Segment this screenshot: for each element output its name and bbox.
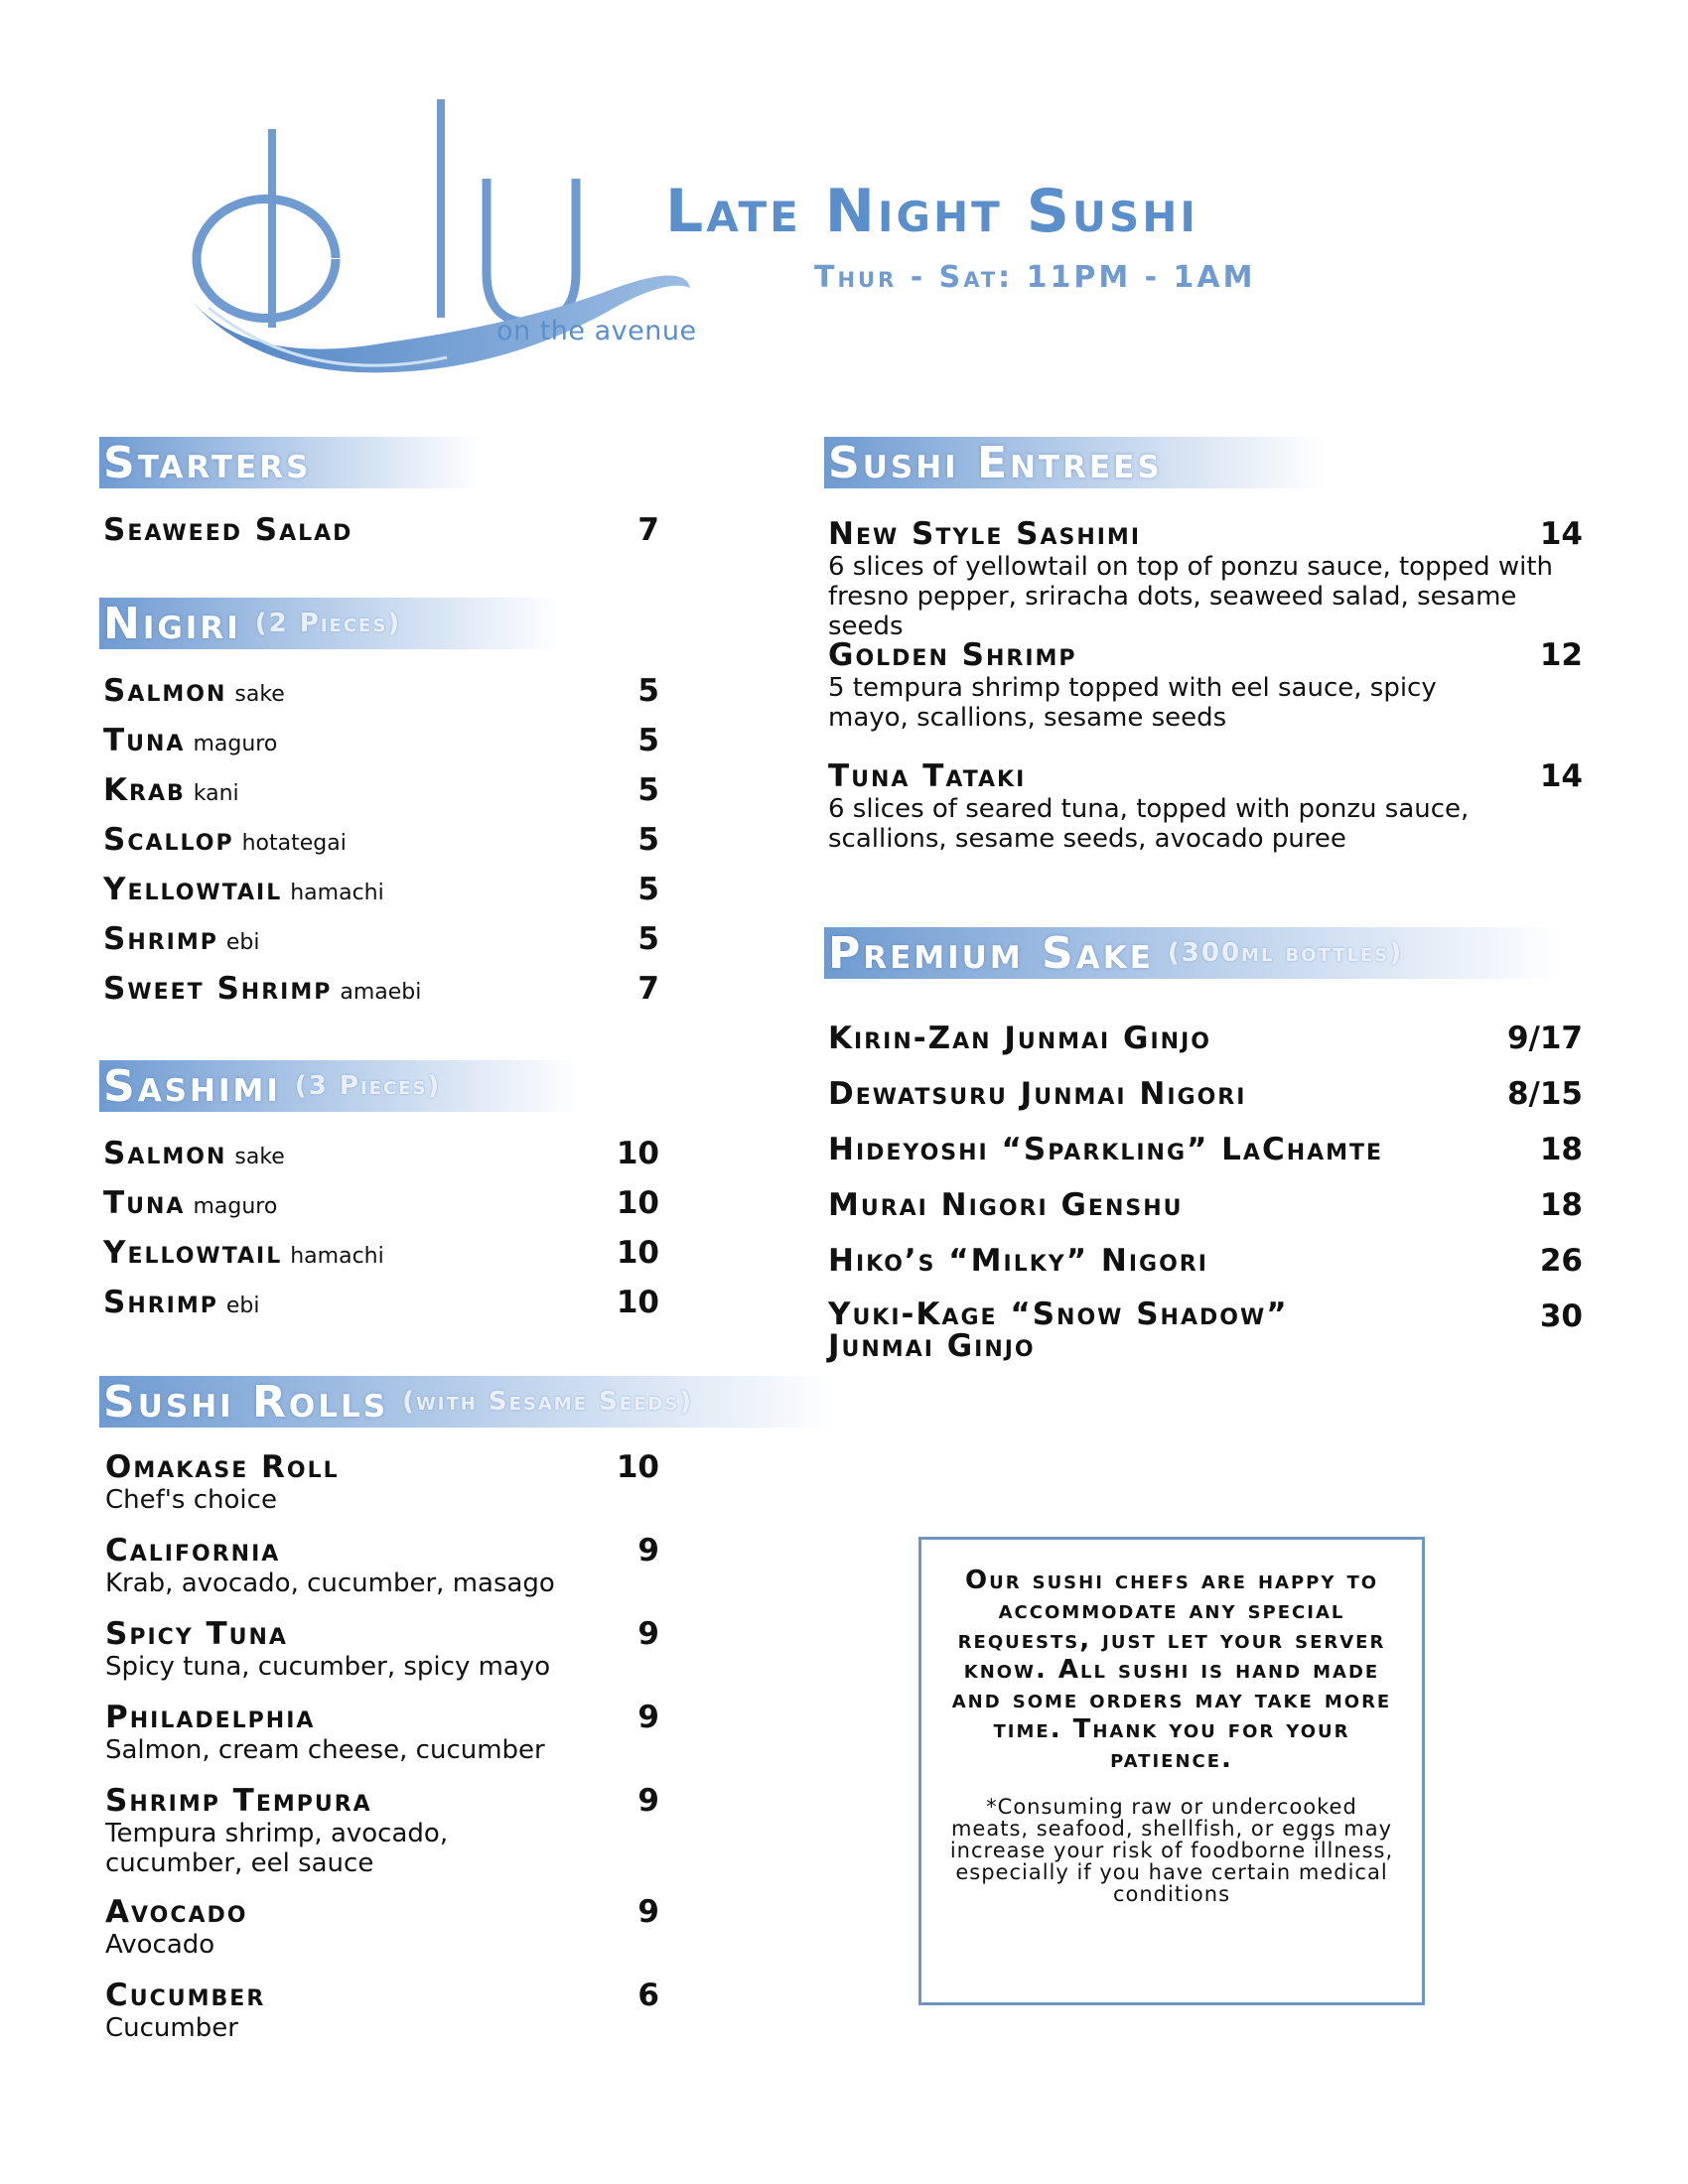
list-item	[828, 637, 1583, 733]
item-price: 7	[637, 971, 659, 1007]
item-price: 10	[616, 1235, 659, 1271]
section-subtitle: (2 Pieces)	[254, 609, 402, 638]
item-name: Scallop hotategai	[103, 822, 347, 858]
item-name: Shrimp Tempura	[105, 1783, 372, 1819]
item-price: 9/17	[1506, 1021, 1583, 1056]
list-item	[828, 516, 1583, 641]
logo-tagline: on the avenue	[496, 316, 697, 346]
item-name: Salmon sake	[103, 1136, 285, 1171]
item-price: 6	[637, 1978, 659, 2013]
item-name: Philadelphia	[105, 1700, 316, 1735]
item-name: Hideyoshi “Sparkling” LaChamte	[828, 1132, 1384, 1167]
list-item	[105, 1449, 659, 1515]
item-price: 10	[616, 1136, 659, 1171]
item-description: Salmon, cream cheese, cucumber	[105, 1735, 545, 1765]
item-price: 9	[637, 1700, 659, 1735]
item-price: 5	[637, 723, 659, 758]
item-price: 26	[1539, 1243, 1583, 1279]
item-price: 9	[637, 1533, 659, 1569]
item-name: Krab kani	[103, 772, 239, 808]
list-item	[828, 1132, 1583, 1167]
item-name: Yuki-Kage “Snow Shadow” Junmai Ginjo	[828, 1297, 1289, 1364]
item-name: Tuna maguro	[103, 723, 278, 758]
item-name: Shrimp ebi	[103, 1285, 260, 1320]
item-japanese-name: hamachi	[290, 1244, 384, 1269]
item-name: Seaweed Salad	[103, 512, 353, 548]
health-disclaimer: *Consuming raw or undercooked meats, seafood, shellfish, or eggs may increase your risk of foodborne illness, especially if you have certain medical conditions	[949, 1795, 1394, 1906]
list-item	[105, 1533, 659, 1598]
item-japanese-name: ebi	[225, 1294, 260, 1318]
section-title: Sushi Entrees	[828, 437, 1163, 488]
section-title: Sashimi	[103, 1060, 281, 1112]
list-item	[828, 1298, 1583, 1362]
item-name: Avocado	[105, 1894, 248, 1930]
list-item	[103, 1235, 659, 1271]
list-item	[828, 1076, 1583, 1112]
item-name: New Style Sashimi	[828, 516, 1142, 552]
item-japanese-name: kani	[193, 781, 239, 806]
item-price: 5	[637, 772, 659, 808]
item-price: 9	[637, 1894, 659, 1930]
list-item	[105, 1894, 659, 1960]
item-price: 10	[616, 1449, 659, 1485]
item-japanese-name: ebi	[225, 930, 260, 955]
list-item	[103, 673, 659, 709]
item-price: 5	[637, 673, 659, 709]
item-japanese-name: maguro	[193, 1194, 278, 1219]
item-name: Salmon sake	[103, 673, 285, 709]
section-subtitle: (3 Pieces)	[294, 1071, 442, 1101]
item-name: Sweet Shrimp amaebi	[103, 971, 422, 1007]
section-header-premium-sake	[824, 927, 1563, 979]
list-item	[103, 872, 659, 907]
item-name: Kirin-Zan Junmai Ginjo	[828, 1021, 1211, 1056]
item-price: 18	[1539, 1132, 1583, 1167]
item-japanese-name: maguro	[193, 732, 278, 756]
item-price: 14	[1539, 516, 1583, 552]
notice-text: Our sushi chefs are happy to accommodate any special requests, just let your server know. All sushi is hand made and some orders may take more time. Thank you for your patience.	[951, 1566, 1392, 1774]
item-price: 10	[616, 1185, 659, 1221]
notice-box	[918, 1537, 1425, 2005]
section-header-sushi-entrees	[824, 437, 1325, 488]
item-name: Yellowtail hamachi	[103, 1235, 384, 1271]
page-title: Late Night Sushi	[665, 177, 1199, 246]
hours-text: Thur - Sat: 11PM - 1AM	[814, 260, 1256, 295]
item-name: Shrimp ebi	[103, 921, 260, 957]
item-name: Murai Nigori Genshu	[828, 1187, 1184, 1223]
item-name: Cucumber	[105, 1978, 266, 2013]
item-name: Golden Shrimp	[828, 637, 1077, 673]
item-price: 5	[637, 872, 659, 907]
item-name: Tuna maguro	[103, 1185, 278, 1221]
item-name: Tuna Tataki	[828, 758, 1027, 794]
item-name: Spicy Tuna	[105, 1616, 288, 1652]
item-price: 18	[1539, 1187, 1583, 1223]
section-title: Sushi Rolls	[103, 1376, 389, 1428]
item-description: Chef's choice	[105, 1485, 277, 1515]
item-price: 5	[637, 921, 659, 957]
section-title: Starters	[103, 437, 312, 488]
section-subtitle: (300ml bottles)	[1167, 938, 1404, 968]
item-japanese-name: hotategai	[241, 831, 347, 856]
item-price: 9	[637, 1783, 659, 1819]
item-japanese-name: sake	[234, 1145, 285, 1169]
section-header-starters	[99, 437, 481, 488]
list-item	[103, 822, 659, 858]
item-price: 14	[1539, 758, 1583, 794]
item-description: 6 slices of yellowtail on top of ponzu sauce, topped with fresno pepper, sriracha dots, seaweed salad, sesame seeds	[828, 552, 1554, 641]
item-japanese-name: sake	[234, 682, 285, 707]
item-name: Omakase Roll	[105, 1449, 340, 1485]
item-price: 7	[637, 512, 659, 548]
list-item	[828, 758, 1583, 854]
list-item	[828, 1021, 1583, 1056]
list-item	[828, 1243, 1583, 1279]
item-price: 9	[637, 1616, 659, 1652]
item-price: 8/15	[1506, 1076, 1583, 1112]
item-price: 30	[1539, 1298, 1583, 1334]
item-japanese-name: hamachi	[290, 881, 384, 905]
item-description: Tempura shrimp, avocado, cucumber, eel sauce	[105, 1819, 449, 1878]
list-item	[105, 1700, 659, 1765]
section-subtitle: (with Sesame Seeds)	[402, 1387, 694, 1417]
list-item	[103, 1185, 659, 1221]
item-price: 5	[637, 822, 659, 858]
list-item	[103, 512, 659, 548]
item-name: Yellowtail hamachi	[103, 872, 384, 907]
item-name: California	[105, 1533, 281, 1569]
item-name: Dewatsuru Junmai Nigori	[828, 1076, 1247, 1112]
section-title: Premium Sake	[828, 927, 1154, 979]
list-item	[103, 1285, 659, 1320]
list-item	[105, 1616, 659, 1682]
list-item	[103, 921, 659, 957]
list-item	[828, 1187, 1583, 1223]
list-item	[105, 1783, 659, 1878]
item-price: 12	[1539, 637, 1583, 673]
item-description: Krab, avocado, cucumber, masago	[105, 1569, 555, 1598]
item-description: Cucumber	[105, 2013, 238, 2043]
section-title: Nigiri	[103, 598, 241, 649]
item-japanese-name: amaebi	[340, 980, 422, 1005]
item-description: 6 slices of seared tuna, topped with ponzu sauce, scallions, sesame seeds, avocado puree	[828, 794, 1470, 854]
item-name: Hiko’s “Milky” Nigori	[828, 1243, 1208, 1279]
item-price: 10	[616, 1285, 659, 1320]
item-description: Spicy tuna, cucumber, spicy mayo	[105, 1652, 551, 1682]
section-header-sashimi	[99, 1060, 580, 1112]
item-description: 5 tempura shrimp topped with eel sauce, spicy mayo, scallions, sesame seeds	[828, 673, 1437, 733]
section-header-nigiri	[99, 598, 560, 649]
list-item	[105, 1978, 659, 2043]
list-item	[103, 971, 659, 1007]
list-item	[103, 723, 659, 758]
item-description: Avocado	[105, 1930, 215, 1960]
list-item	[103, 772, 659, 808]
list-item	[103, 1136, 659, 1171]
section-header-sushi-rolls	[99, 1376, 838, 1428]
